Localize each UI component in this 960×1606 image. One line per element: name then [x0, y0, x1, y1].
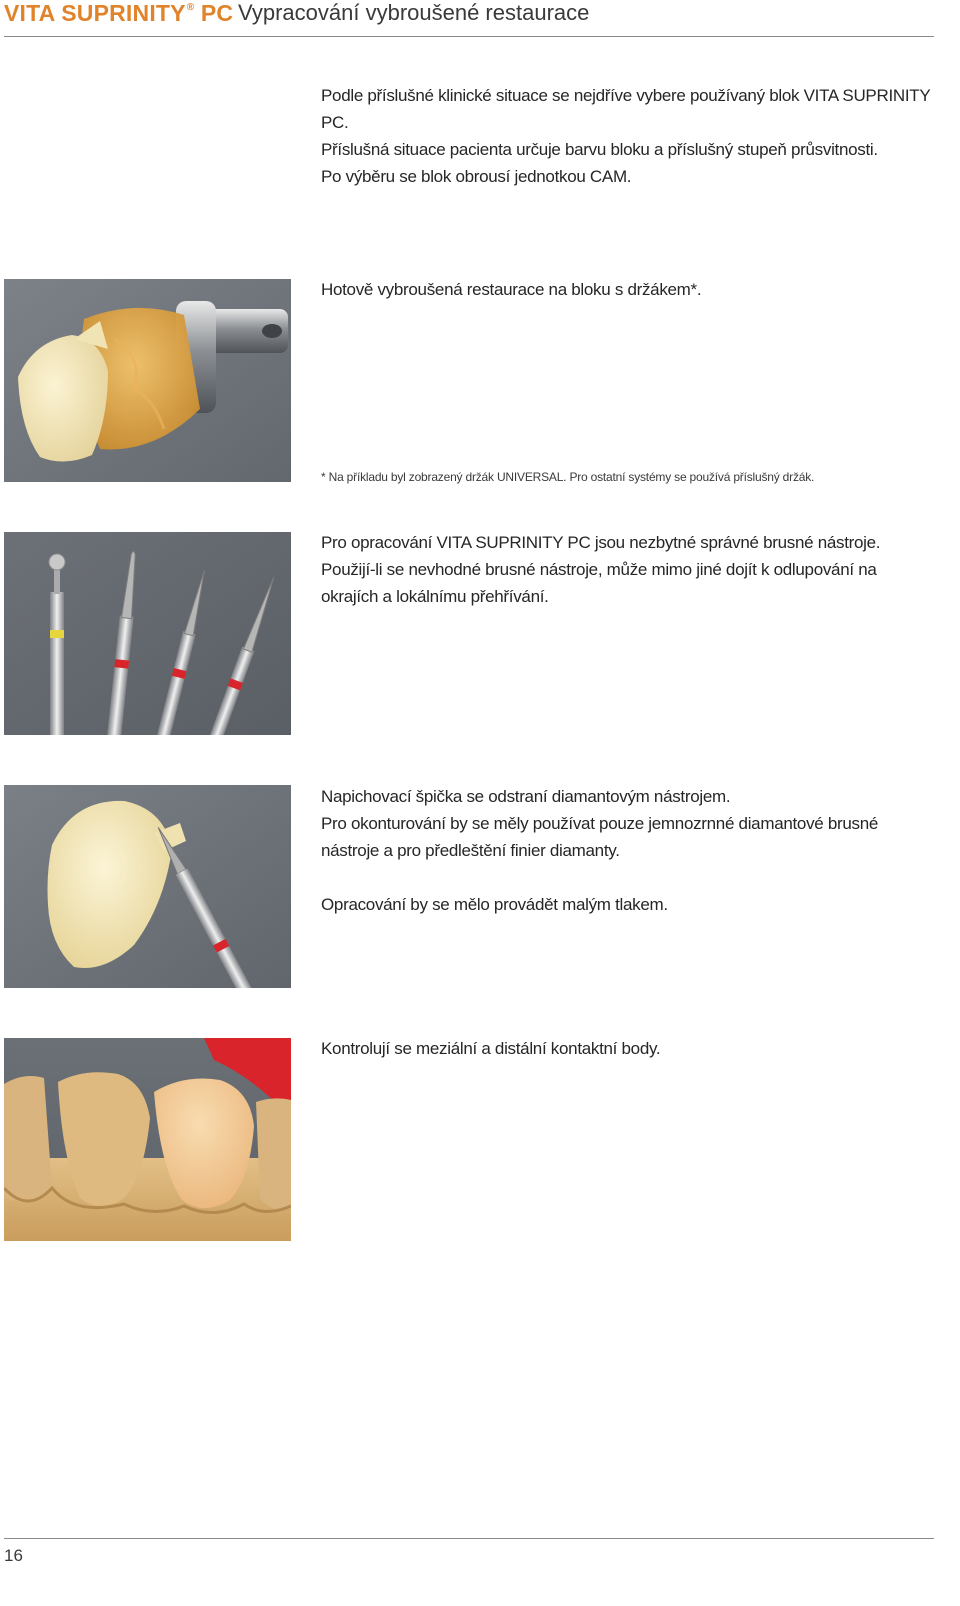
photo-grinding-instruments	[4, 532, 291, 735]
brand-title	[4, 0, 233, 27]
crown-bur-image	[4, 785, 291, 988]
brand-name: VITA SUPRINITY	[4, 0, 186, 26]
contact-points-image	[4, 1038, 291, 1241]
sprue-line-1: Napichovací špička se odstraní diamantovým nástrojem.	[321, 787, 731, 806]
photo-contact-points-model	[4, 1038, 291, 1241]
grinding-instruments-image	[4, 532, 291, 735]
holder-note: * Na příkladu byl zobrazený držák UNIVERSAL. Pro ostatní systémy se používá příslušný držák.	[321, 470, 815, 484]
page-title: Vypracování vybroušené restaurace	[238, 0, 590, 25]
restoration-caption-line: Hotově vybroušená restaurace na bloku s držákem*.	[321, 280, 702, 299]
page-header	[4, 0, 934, 37]
sprue-line-2: Pro okonturování by se měly používat pouze jemnozrnné diamantové brusné nástroje a pro předleštění finier diamanty.	[321, 814, 879, 860]
pressure-line: Opracování by se mělo provádět malým tlakem.	[321, 895, 668, 914]
contact-points-line: Kontrolují se meziální a distální kontaktní body.	[321, 1039, 661, 1058]
instruments-text	[321, 529, 931, 610]
brand-suffix: PC	[200, 0, 234, 26]
sprue-removal-text	[321, 783, 931, 918]
contact-points-text	[321, 1035, 931, 1062]
registered-mark: ®	[186, 2, 195, 13]
restoration-holder-image	[4, 279, 291, 482]
photo-restoration-on-holder	[4, 279, 291, 482]
intro-line-1: Podle příslušné klinické situace se nejdříve vybere používaný blok VITA SUPRINITY PC.	[321, 86, 931, 132]
restoration-caption	[321, 276, 931, 303]
spacer-line	[321, 864, 931, 891]
photo-crown-diamond-bur	[4, 785, 291, 988]
footer-divider	[4, 1538, 934, 1539]
intro-line-3: Po výběru se blok obrousí jednotkou CAM.	[321, 167, 632, 186]
intro-text	[321, 82, 931, 190]
page-number: 16	[4, 1546, 23, 1565]
instruments-paragraph: Pro opracování VITA SUPRINITY PC jsou nezbytné správné brusné nástroje. Použijí-li se nevhodné brusné nástroje, může mimo jiné dojít k odlupování na okrajích a lokálnímu přehřívání.	[321, 533, 881, 606]
intro-line-2: Příslušná situace pacienta určuje barvu bloku a příslušný stupeň průsvitnosti.	[321, 140, 878, 159]
